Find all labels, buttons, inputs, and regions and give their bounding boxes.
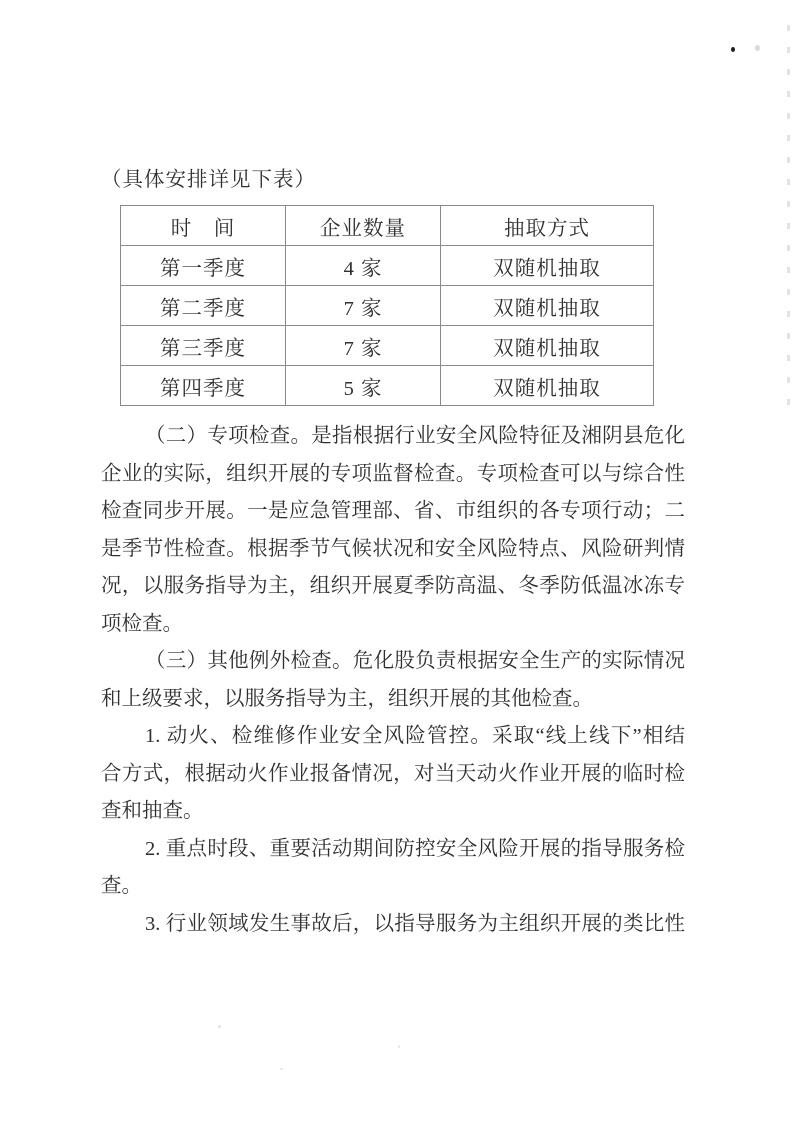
table-row [121, 286, 654, 326]
body-line: 企业的实际，组织开展的专项监督检查。专项检查可以与综合性 [101, 462, 685, 485]
body-line: 2. 重点时段、重要活动期间防控安全风险开展的指导服务检 [145, 837, 685, 860]
cell-method: 双随机抽取 [441, 326, 654, 366]
scan-speck-artifact [398, 1045, 400, 1048]
table-header-row [121, 206, 654, 246]
cell-period: 第三季度 [121, 326, 286, 366]
col-header-method: 抽取方式 [441, 206, 654, 246]
cell-method: 双随机抽取 [441, 366, 654, 406]
body-line: 查和抽查。 [101, 800, 204, 822]
inspection-schedule-table [120, 205, 654, 406]
cell-period: 第四季度 [121, 366, 286, 406]
body-line: 查。 [101, 875, 142, 897]
col-header-time: 时 间 [121, 206, 286, 246]
body-line: 是季节性检查。根据季节气候状况和安全风险特点、风险研判情 [101, 537, 685, 560]
body-line: （三）其他例外检查。危化股负责根据安全生产的实际情况 [145, 650, 685, 672]
cell-count: 7 家 [286, 326, 441, 366]
scan-speck-artifact [218, 1025, 221, 1028]
table-row [121, 246, 654, 286]
cell-count: 7 家 [286, 286, 441, 326]
body-line: 和上级要求，以服务指导为主，组织开展的其他检查。 [101, 687, 593, 710]
table-row [121, 366, 654, 406]
table-row [121, 326, 654, 366]
cell-count: 4 家 [286, 246, 441, 286]
body-line: 况，以服务指导为主，组织开展夏季防高温、冬季防低温冰冻专 [101, 575, 685, 597]
body-line: 合方式，根据动火作业报备情况，对当天动火作业开展的临时检 [101, 762, 685, 785]
table-intro-caption: （具体安排详见下表） [101, 169, 316, 191]
cell-method: 双随机抽取 [441, 286, 654, 326]
body-line: 检查同步开展。一是应急管理部、省、市组织的各专项行动；二 [101, 500, 685, 522]
scan-edge-artifact [787, 25, 790, 410]
scan-speck-artifact [280, 1068, 283, 1070]
cell-period: 第二季度 [121, 286, 286, 326]
cell-count: 5 家 [286, 366, 441, 406]
col-header-count: 企业数量 [286, 206, 441, 246]
scan-speck-artifact [731, 47, 735, 52]
scan-speck-artifact [755, 45, 760, 51]
body-line: 3. 行业领域发生事故后，以指导服务为主组织开展的类比性 [145, 912, 685, 935]
body-line: 项检查。 [101, 612, 183, 635]
body-line: 1. 动火、检维修作业安全风险管控。采取“线上线下”相结 [145, 725, 685, 747]
cell-period: 第一季度 [121, 246, 286, 286]
body-line: （二）专项检查。是指根据行业安全风险特征及湘阴县危化 [145, 425, 685, 447]
cell-method: 双随机抽取 [441, 246, 654, 286]
body-text-block [101, 418, 685, 943]
